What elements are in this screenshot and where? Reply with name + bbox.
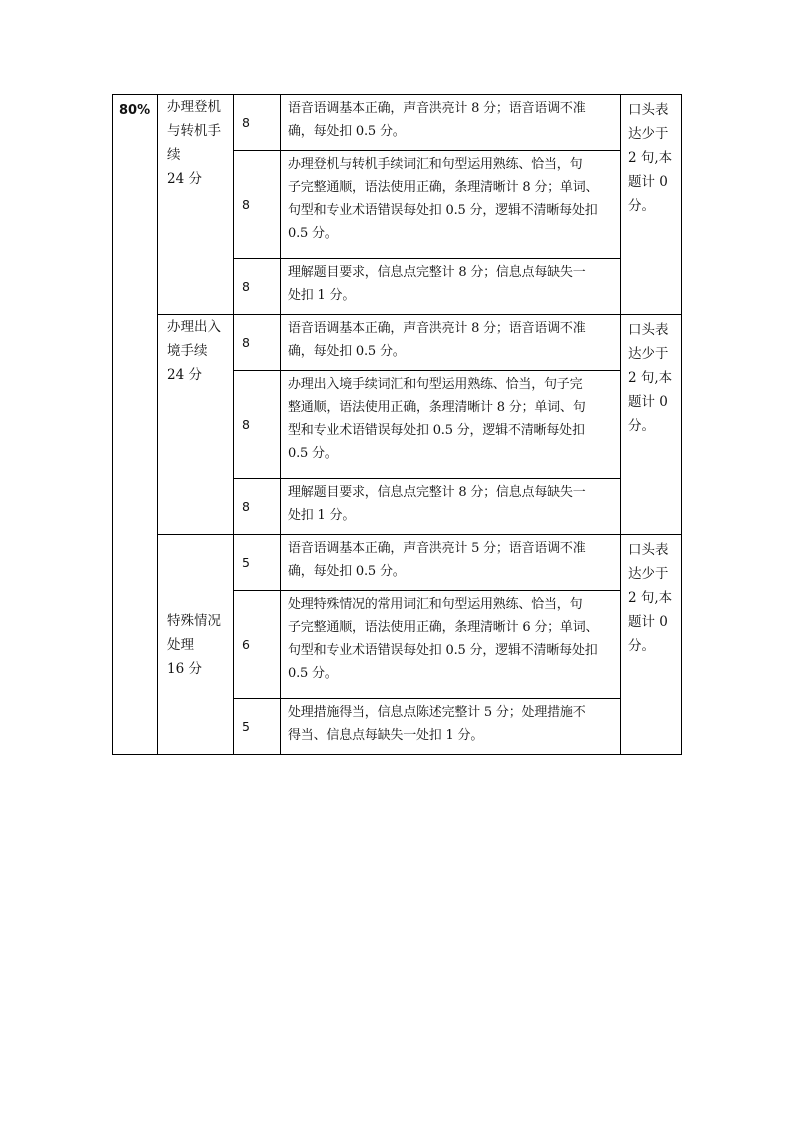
note-line: 2 句,本 [628, 150, 673, 166]
note-cell [621, 95, 682, 315]
table-row [113, 535, 682, 591]
criterion-cell [281, 151, 621, 259]
points-cell: 8 [234, 371, 281, 479]
section-title-line: 办理出入 [167, 319, 221, 335]
section-title-line: 24 分 [167, 171, 202, 187]
criterion-line: 0.5 分。 [288, 446, 338, 461]
note-cell [621, 535, 682, 755]
criterion-line: 句型和专业术语错误每处扣 0.5 分，逻辑不清晰每处扣 [288, 203, 598, 218]
criterion-line: 0.5 分。 [288, 666, 338, 681]
criterion-cell [281, 259, 621, 315]
criterion-line: 处理措施得当，信息点陈述完整计 5 分；处理措施不 [288, 705, 586, 720]
weight-cell: 80% [113, 95, 158, 755]
note-line: 口头表 [628, 322, 669, 338]
criterion-line: 确，每处扣 0.5 分。 [288, 344, 406, 359]
points-cell: 8 [234, 95, 281, 151]
criterion-line: 语音语调基本正确，声音洪亮计 8 分；语音语调不准 [288, 101, 586, 116]
criterion-line: 办理出入境手续词汇和句型运用熟练、恰当，句子完 [288, 377, 583, 392]
points-cell: 6 [234, 591, 281, 699]
criterion-line: 处理特殊情况的常用词汇和句型运用熟练、恰当，句 [288, 597, 583, 612]
note-line: 口头表 [628, 102, 669, 118]
section-title-cell [158, 315, 234, 535]
note-line: 达少于 [628, 126, 669, 142]
note-line: 题计 0 [628, 614, 668, 630]
note-line: 2 句,本 [628, 590, 673, 606]
criterion-line: 理解题目要求，信息点完整计 8 分；信息点每缺失一 [288, 265, 586, 280]
points-cell: 5 [234, 699, 281, 755]
criterion-cell [281, 699, 621, 755]
criterion-cell [281, 315, 621, 371]
criterion-line: 理解题目要求，信息点完整计 8 分；信息点每缺失一 [288, 485, 586, 500]
section-title-line: 办理登机 [167, 99, 221, 115]
points-cell: 8 [234, 151, 281, 259]
criterion-line: 语音语调基本正确，声音洪亮计 5 分；语音语调不准 [288, 541, 586, 556]
section-title-line: 特殊情况 [167, 612, 221, 629]
criterion-line: 处扣 1 分。 [288, 288, 356, 303]
section-title-line: 与转机手 [167, 123, 221, 139]
note-line: 2 句,本 [628, 370, 673, 386]
section-title-line: 境手续 [167, 343, 208, 359]
criterion-line: 子完整通顺，语法使用正确，条理清晰计 8 分；单词、 [288, 180, 599, 195]
section-title-cell [158, 535, 234, 755]
table-row [113, 315, 682, 371]
note-cell [621, 315, 682, 535]
section-title-line: 处理 [167, 636, 194, 653]
section-title-line: 16 分 [167, 660, 202, 677]
note-line: 达少于 [628, 346, 669, 362]
criterion-cell [281, 95, 621, 151]
note-line: 口头表 [628, 542, 669, 558]
criterion-cell [281, 479, 621, 535]
note-line: 题计 0 [628, 394, 668, 410]
criterion-line: 语音语调基本正确，声音洪亮计 8 分；语音语调不准 [288, 321, 586, 336]
criterion-line: 整通顺，语法使用正确，条理清晰计 8 分；单词、句 [288, 400, 586, 415]
criterion-cell [281, 535, 621, 591]
criterion-line: 确，每处扣 0.5 分。 [288, 124, 406, 139]
scoring-rubric-table [112, 94, 682, 755]
criterion-line: 确，每处扣 0.5 分。 [288, 564, 406, 579]
note-line: 分。 [628, 418, 655, 434]
criterion-line: 0.5 分。 [288, 226, 338, 241]
criterion-line: 句型和专业术语错误每处扣 0.5 分，逻辑不清晰每处扣 [288, 643, 598, 658]
points-cell: 5 [234, 535, 281, 591]
section-title-line: 24 分 [167, 367, 202, 383]
section-title-cell [158, 95, 234, 315]
points-cell: 8 [234, 259, 281, 315]
criterion-cell [281, 591, 621, 699]
criterion-line: 办理登机与转机手续词汇和句型运用熟练、恰当，句 [288, 157, 583, 172]
note-line: 达少于 [628, 566, 669, 582]
criterion-line: 型和专业术语错误每处扣 0.5 分，逻辑不清晰每处扣 [288, 423, 585, 438]
criterion-line: 得当、信息点每缺失一处扣 1 分。 [288, 728, 484, 743]
table-row [113, 95, 682, 151]
note-line: 分。 [628, 198, 655, 214]
note-line: 题计 0 [628, 174, 668, 190]
criterion-line: 处扣 1 分。 [288, 508, 356, 523]
points-cell: 8 [234, 315, 281, 371]
note-line: 分。 [628, 638, 655, 654]
section-title-line: 续 [167, 147, 181, 163]
criterion-cell [281, 371, 621, 479]
criterion-line: 子完整通顺，语法使用正确，条理清晰计 6 分；单词、 [288, 620, 599, 635]
points-cell: 8 [234, 479, 281, 535]
